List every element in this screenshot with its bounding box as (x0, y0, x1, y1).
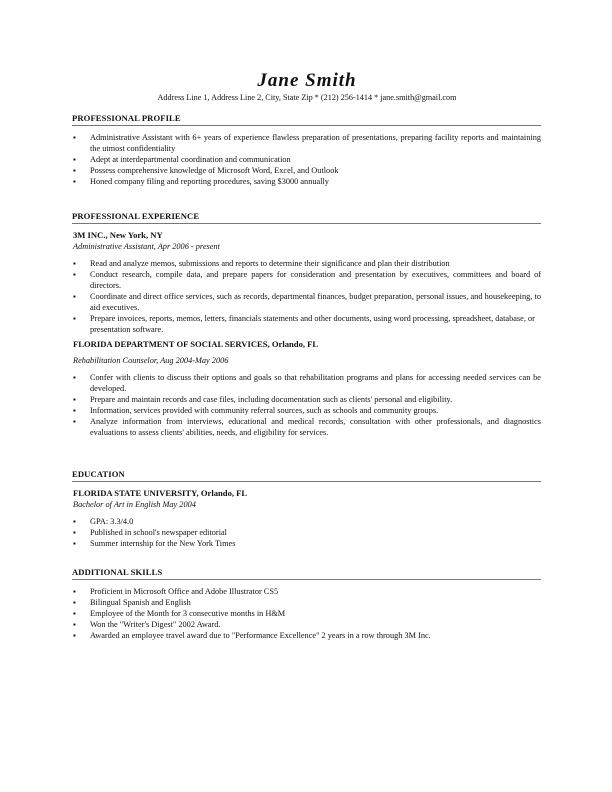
bullet-icon: ▪ (73, 155, 76, 164)
section-education (73, 469, 541, 549)
candidate-name: Jane Smith (257, 70, 357, 91)
list-item: ▪ Won the "Writer's Digest" 2002 Award. (73, 620, 221, 629)
job-duties-list (73, 372, 541, 438)
bullet-icon: ▪ (73, 395, 76, 404)
list-item: ▪ Confer with clients to discuss their options and goals so that rehabilitation programs and plans for accessing needed services can be developed. (73, 373, 541, 393)
list-item: ▪ Prepare invoices, reports, memos, letters, financials statements and other documents, using word processing, spreadsheet, database, or presentation software. (73, 314, 535, 334)
list-item: ▪ Conduct research, compile data, and prepare papers for consideration and presentation by executives, committees and board of directors. (73, 270, 541, 290)
employer-name: FLORIDA DEPARTMENT OF SOCIAL SERVICES, Orlando, FL (73, 339, 319, 349)
list-item: ▪ Read and analyze memos, submissions and reports to determine their significance and plan their distribution (73, 259, 450, 268)
bullet-icon: ▪ (73, 133, 76, 142)
contact-line: Address Line 1, Address Line 2, City, State Zip * (212) 256-1414 * jane.smith@gmail.com (157, 93, 457, 102)
bullet-icon: ▪ (73, 177, 76, 186)
section-heading: EDUCATION (72, 469, 541, 482)
profile-list (73, 132, 541, 187)
bullet-icon: ▪ (73, 587, 76, 596)
list-item: ▪ GPA: 3.3/4.0 (73, 517, 134, 526)
list-item: ▪ Published in school's newspaper editorial (73, 528, 227, 537)
bullet-icon: ▪ (73, 620, 76, 629)
bullet-icon: ▪ (73, 539, 76, 548)
education-list (73, 516, 541, 549)
bullet-icon: ▪ (73, 270, 76, 279)
list-item: ▪ Information, services provided with community referral sources, such as schools and community groups. (73, 406, 439, 415)
section-profile (73, 113, 541, 187)
bullet-icon: ▪ (73, 259, 76, 268)
list-item: ▪ Coordinate and direct office services, such as records, departmental finances, budget preparation, personal issues, and housekeeping, to aid executives. (73, 292, 541, 312)
bullet-icon: ▪ (73, 292, 76, 301)
list-item: ▪ Bilingual Spanish and English (73, 598, 191, 607)
bullet-icon: ▪ (73, 417, 76, 426)
bullet-icon: ▪ (73, 528, 76, 537)
section-heading: PROFESSIONAL PROFILE (72, 113, 541, 126)
bullet-icon: ▪ (73, 609, 76, 618)
section-heading: PROFESSIONAL EXPERIENCE (72, 211, 541, 224)
list-item: ▪ Administrative Assistant with 6+ years of experience flawless preparation of presentations, preparing facility reports and maintaining the utmost confidentiality (73, 133, 541, 153)
employer-name: 3M INC., New York, NY (73, 230, 163, 240)
bullet-icon: ▪ (73, 314, 76, 323)
section-heading: ADDITIONAL SKILLS (72, 567, 541, 580)
school-name: FLORIDA STATE UNIVERSITY, Orlando, FL (73, 488, 248, 498)
bullet-icon: ▪ (73, 406, 76, 415)
degree: Bachelor of Art in English May 2004 (73, 500, 196, 509)
list-item: ▪ Awarded an employee travel award due to "Performance Excellence" 2 years in a row through 3M Inc. (73, 631, 431, 640)
bullet-icon: ▪ (73, 598, 76, 607)
list-item: ▪ Possess comprehensive knowledge of Microsoft Word, Excel, and Outlook (73, 166, 339, 175)
job-title: Administrative Assistant, Apr 2006 - present (73, 242, 220, 251)
bullet-icon: ▪ (73, 517, 76, 526)
bullet-icon: ▪ (73, 373, 76, 382)
list-item: ▪ Proficient in Microsoft Office and Adobe Illustrator CS5 (73, 587, 279, 596)
list-item: ▪ Employee of the Month for 3 consecutive months in H&M (73, 609, 286, 618)
bullet-icon: ▪ (73, 166, 76, 175)
section-experience (73, 211, 541, 438)
list-item: ▪ Summer internship for the New York Times (73, 539, 236, 548)
list-item: ▪ Honed company filing and reporting procedures, saving $3000 annually (73, 177, 329, 186)
job-duties-list (73, 258, 541, 335)
list-item: ▪ Analyze information from interviews, educational and medical records, consultation with other professionals, and diagnostics evaluations to assess clients' abilities, needs, and eligibility for services. (73, 417, 541, 437)
list-item: ▪ Prepare and maintain records and case files, including documentation such as clients' personal and eligibility. (73, 395, 453, 404)
job-title: Rehabilitation Counselor, Aug 2004-May 2006 (73, 356, 229, 365)
skills-list (73, 586, 541, 641)
list-item: ▪ Adept at interdepartmental coordination and communication (73, 155, 291, 164)
section-skills (73, 567, 541, 641)
bullet-icon: ▪ (73, 631, 76, 640)
